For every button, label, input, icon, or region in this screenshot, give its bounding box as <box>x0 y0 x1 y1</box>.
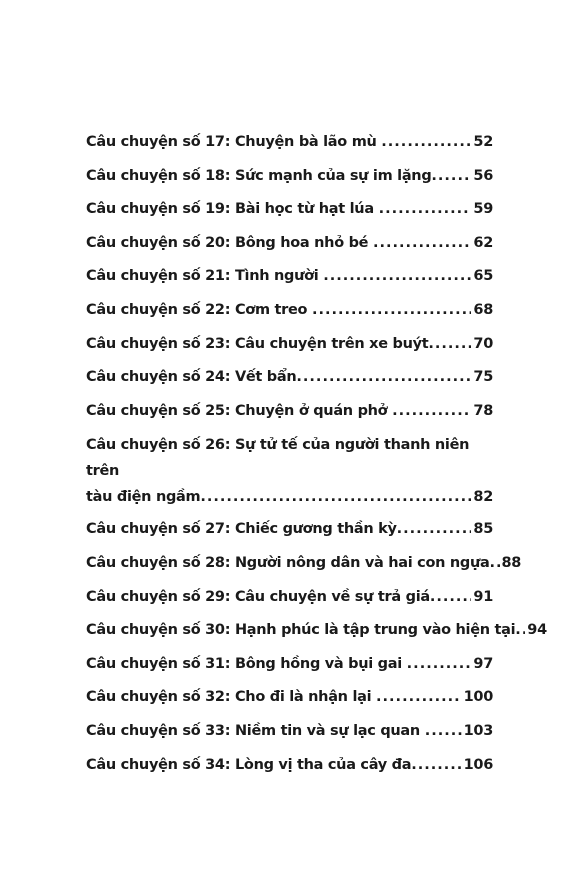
toc-title: Chiếc gương thần kỳ <box>234 521 397 538</box>
dot-leader <box>407 648 472 682</box>
toc-page-number: 70 <box>473 335 493 352</box>
toc-page-number: 97 <box>473 655 493 672</box>
toc-label: Câu chuyện số 29: <box>86 588 231 605</box>
toc-page-number: 56 <box>473 167 493 184</box>
dot-leader <box>392 395 471 429</box>
toc-entry-21[interactable] <box>86 260 493 294</box>
toc-title: Bông hồng và bụi gai <box>234 655 402 672</box>
toc-title: Chuyện ở quán phở <box>234 402 388 419</box>
toc-entry-28[interactable] <box>86 547 522 581</box>
dot-leader <box>431 160 471 194</box>
toc-page-number: 52 <box>473 134 493 150</box>
toc-label: Câu chuyện số 28: <box>86 554 231 571</box>
dot-leader <box>381 126 471 160</box>
toc-title: Lòng vị tha của cây đa <box>234 756 412 773</box>
toc-page-number: 103 <box>463 722 493 739</box>
toc-entry-25[interactable] <box>86 395 493 429</box>
toc-page-number: 94 <box>527 622 547 639</box>
dot-leader <box>323 260 471 294</box>
toc-title: Chuyện bà lão mù <box>234 134 377 150</box>
toc-label: Câu chuyện số 33: <box>86 722 231 739</box>
toc-page-number: 65 <box>473 268 493 285</box>
toc-label: Câu chuyện số 21: <box>86 268 231 285</box>
toc-label: Câu chuyện số 23: <box>86 335 231 352</box>
toc-label: Câu chuyện số 32: <box>86 689 231 706</box>
toc-page-number: 82 <box>473 489 493 506</box>
toc-page-number: 62 <box>473 234 493 251</box>
dot-leader <box>428 328 471 362</box>
toc-label: Câu chuyện số 20: <box>86 234 231 251</box>
toc-title: Bông hoa nhỏ bé <box>234 234 369 251</box>
toc-title: Vết bẩn <box>234 369 297 386</box>
toc-title: Sức mạnh của sự im lặng <box>234 167 432 184</box>
dot-leader <box>373 227 471 261</box>
dot-leader <box>376 681 462 715</box>
toc-page-number: 68 <box>473 301 493 318</box>
toc-title: Người nông dân và hai con ngựa <box>234 554 490 571</box>
toc-page-number: 59 <box>473 201 493 218</box>
dot-leader <box>411 749 461 783</box>
toc-entry-31[interactable] <box>86 648 493 682</box>
toc-title: Câu chuyện về sự trả giá <box>234 588 430 605</box>
toc-entry-34[interactable] <box>86 749 493 783</box>
toc-entry-27[interactable] <box>86 513 493 547</box>
toc-label: Câu chuyện số 26: <box>86 437 231 454</box>
toc-page-number: 85 <box>473 521 493 538</box>
toc-entry-22[interactable] <box>86 294 493 328</box>
toc-entry-18[interactable] <box>86 160 493 194</box>
toc-label: Câu chuyện số 19: <box>86 201 231 218</box>
dot-leader <box>490 547 500 581</box>
toc-title: Tình người <box>234 268 319 285</box>
toc-entry-29[interactable] <box>86 581 493 615</box>
toc-page-number: 88 <box>501 554 522 571</box>
toc-title: Cho đi là nhận lại <box>234 689 372 706</box>
toc-entry-17[interactable] <box>86 126 493 160</box>
toc-page-number: 78 <box>473 402 493 419</box>
toc-entry-24[interactable] <box>86 361 493 395</box>
toc-entry-23[interactable] <box>86 328 493 362</box>
toc-entry-26[interactable] <box>86 428 493 513</box>
dot-leader <box>200 484 471 510</box>
dot-leader <box>397 513 472 547</box>
toc-page-number: 91 <box>473 588 493 605</box>
toc-title-continued: tàu điện ngầm <box>86 489 201 506</box>
table-of-contents <box>86 126 547 782</box>
toc-entry-33[interactable] <box>86 715 493 749</box>
toc-label: Câu chuyện số 34: <box>86 756 231 773</box>
dot-leader <box>430 581 472 615</box>
toc-label: Câu chuyện số 17: <box>86 134 231 150</box>
toc-label: Câu chuyện số 22: <box>86 301 231 318</box>
toc-title: Niềm tin và sự lạc quan <box>234 722 420 739</box>
toc-title: Cơm treo <box>234 301 308 318</box>
toc-page-number: 106 <box>463 756 493 773</box>
dot-leader <box>379 193 472 227</box>
dot-leader <box>515 614 525 648</box>
toc-label: Câu chuyện số 25: <box>86 402 231 419</box>
toc-title: Câu chuyện trên xe buýt <box>234 335 429 352</box>
dot-leader <box>425 715 462 749</box>
toc-label: Câu chuyện số 27: <box>86 521 231 538</box>
toc-page-number: 100 <box>463 689 493 706</box>
toc-label: Câu chuyện số 30: <box>86 622 231 639</box>
toc-label: Câu chuyện số 18: <box>86 167 231 184</box>
dot-leader <box>296 361 471 395</box>
toc-title: Hạnh phúc là tập trung vào hiện tại <box>234 622 516 639</box>
toc-entry-30[interactable] <box>86 614 547 648</box>
toc-entry-32[interactable] <box>86 681 493 715</box>
toc-label: Câu chuyện số 31: <box>86 655 231 672</box>
toc-entry-20[interactable] <box>86 227 493 261</box>
toc-title: Sự tử tế của người thanh niên trên <box>86 437 470 480</box>
toc-label: Câu chuyện số 24: <box>86 369 231 386</box>
dot-leader <box>312 294 471 328</box>
toc-entry-19[interactable] <box>86 193 493 227</box>
toc-page-number: 75 <box>473 369 493 386</box>
toc-title: Bài học từ hạt lúa <box>234 201 374 218</box>
